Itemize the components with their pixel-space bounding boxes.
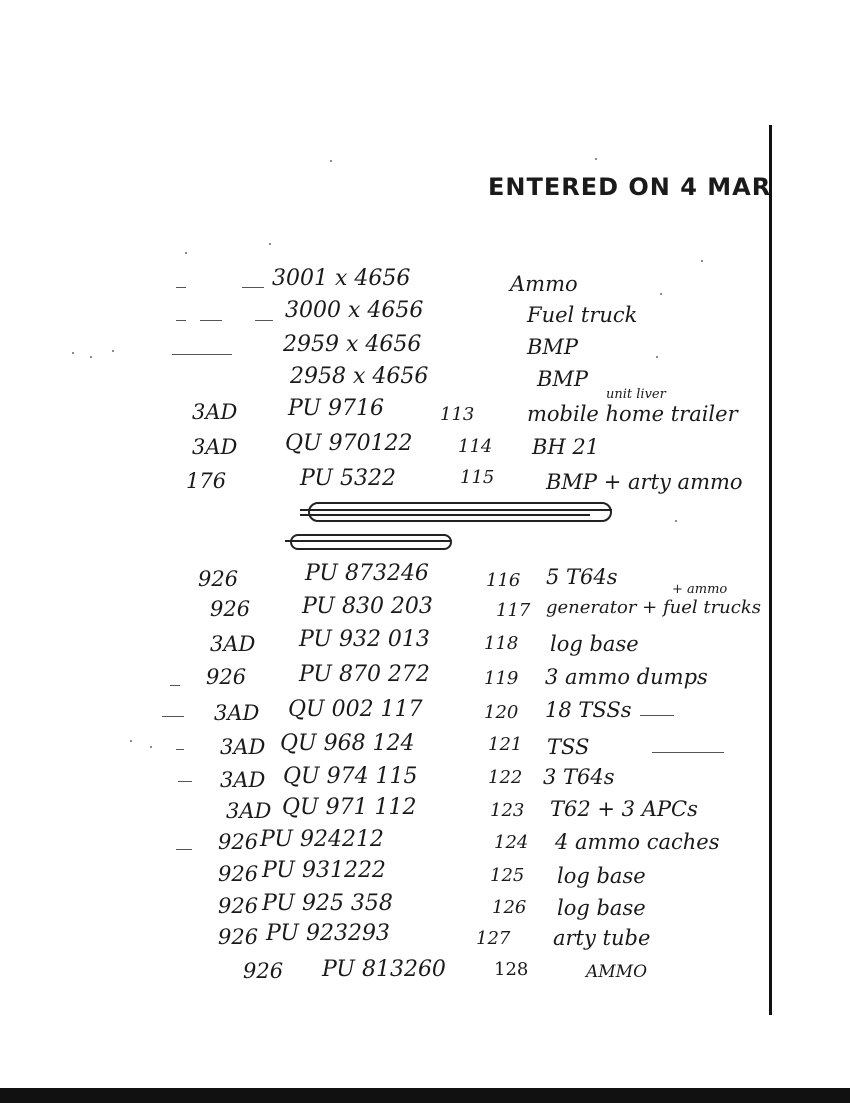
row-13-grid: QU 968 124 [280,731,415,756]
row-15-number: 123 [490,800,525,821]
stray-speck [269,243,271,245]
row-8-note: + ammo [672,582,728,597]
stray-dash [200,320,222,321]
stray-speck [330,160,332,162]
stray-speck [72,352,74,354]
row-13-unit: 3AD [220,735,266,759]
row-19-grid: PU 923293 [266,921,390,946]
row-14-number: 122 [488,767,523,788]
row-12-number: 120 [484,702,519,723]
stray-speck [656,356,658,358]
row-10-unit: 3AD [210,632,256,656]
row-7-number: 115 [460,467,495,488]
row-17-grid: PU 931222 [262,858,386,883]
row-17-unit: 926 [218,862,259,886]
row-9-desc: generator + fuel trucks [546,597,761,618]
row-15-grid: QU 971 112 [282,795,417,820]
stray-dash [172,354,232,355]
row-18-unit: 926 [218,894,259,918]
row-17-desc: log base [557,864,646,888]
row-2-desc: Fuel truck [527,303,638,327]
row-5-note: unit liver [606,387,666,402]
row-2-grid: 3000 x 4656 [285,298,424,323]
row-7-unit: 176 [186,469,227,493]
crossed-out-entry-2 [290,534,452,550]
crossed-out-entry-1 [308,502,612,522]
row-6-grid: QU 970122 [285,431,413,456]
row-1-grid: 3001 x 4656 [272,266,411,291]
stray-speck [130,740,132,742]
row-13-desc: TSS [547,735,590,759]
row-6-number: 114 [458,436,493,457]
row-6-desc: BH 21 [532,435,600,459]
crossed-out-strike-3 [285,540,451,542]
row-8-desc: 5 T64s [546,565,618,589]
stray-dash [176,849,192,850]
stray-speck [112,350,114,352]
row-14-grid: QU 974 115 [283,764,418,789]
crossed-out-strike-1 [300,509,612,511]
stray-speck [595,158,597,160]
row-20-number: 128 [494,959,529,980]
row-19-number: 127 [476,928,511,949]
stray-dash [176,287,186,288]
row-10-desc: log base [550,632,639,656]
row-8-number: 116 [486,570,521,591]
stray-dash [176,320,186,321]
row-20-unit: 926 [243,959,284,983]
row-9-grid: PU 830 203 [302,594,433,619]
stray-speck [701,260,703,262]
stray-speck [660,293,662,295]
row-8-unit: 926 [198,567,239,591]
row-15-desc: T62 + 3 APCs [550,797,698,821]
row-7-desc: BMP + arty ammo [546,470,743,494]
stray-dash [176,749,184,750]
stray-dash [162,716,184,717]
crossed-out-strike-2 [300,514,590,516]
entry-stamp-title: ENTERED ON 4 MAR [488,173,772,201]
row-16-unit: 926 [218,830,259,854]
row-9-unit: 926 [210,597,251,621]
stray-dash [255,320,273,321]
row-12-desc: 18 TSSs [545,698,632,722]
row-1-desc: Ammo [510,272,578,296]
row-5-grid: PU 9716 [288,396,384,421]
row-5-number: 113 [440,404,475,425]
row-18-desc: log base [557,896,646,920]
row-20-grid: PU 813260 [322,957,446,982]
row-11-desc: 3 ammo dumps [545,665,708,689]
row-20-desc: AMMO [586,962,648,982]
row-7-grid: PU 5322 [300,466,396,491]
row-10-grid: PU 932 013 [299,627,430,652]
row-11-number: 119 [484,668,519,689]
row-5-desc: mobile home trailer [527,402,738,426]
bottom-edge-bar [0,1088,850,1103]
row-10-number: 118 [484,633,519,654]
row-3-desc: BMP [527,335,579,359]
row-16-desc: 4 ammo caches [555,830,720,854]
right-margin-line [769,125,772,1015]
stray-dash [242,287,264,288]
row-5-unit: 3AD [192,400,238,424]
stray-dash [170,685,180,686]
row-16-number: 124 [494,832,529,853]
row-16-grid: PU 924212 [260,827,384,852]
row-8-grid: PU 873246 [305,561,429,586]
stray-speck [185,252,187,254]
row-4-grid: 2958 x 4656 [290,364,429,389]
row-11-unit: 926 [206,665,247,689]
row-15-unit: 3AD [226,799,272,823]
row-18-number: 126 [492,897,527,918]
stray-speck [90,356,92,358]
row-9-number: 117 [496,600,531,621]
row-14-unit: 3AD [220,768,266,792]
row-12-grid: QU 002 117 [288,697,423,722]
stray-speck [150,746,152,748]
stray-speck [675,520,677,522]
row-6-unit: 3AD [192,435,238,459]
row-19-unit: 926 [218,925,259,949]
row-18-grid: PU 925 358 [262,891,393,916]
row-14-desc: 3 T64s [543,765,615,789]
row-11-grid: PU 870 272 [299,662,430,687]
stray-dash [178,781,192,782]
stray-dash [640,715,674,716]
row-4-desc: BMP [537,367,589,391]
row-17-number: 125 [490,865,525,886]
row-19-desc: arty tube [553,926,651,950]
row-13-number: 121 [488,734,523,755]
row-3-grid: 2959 x 4656 [283,332,422,357]
row-12-unit: 3AD [214,701,260,725]
stray-dash [652,752,724,753]
